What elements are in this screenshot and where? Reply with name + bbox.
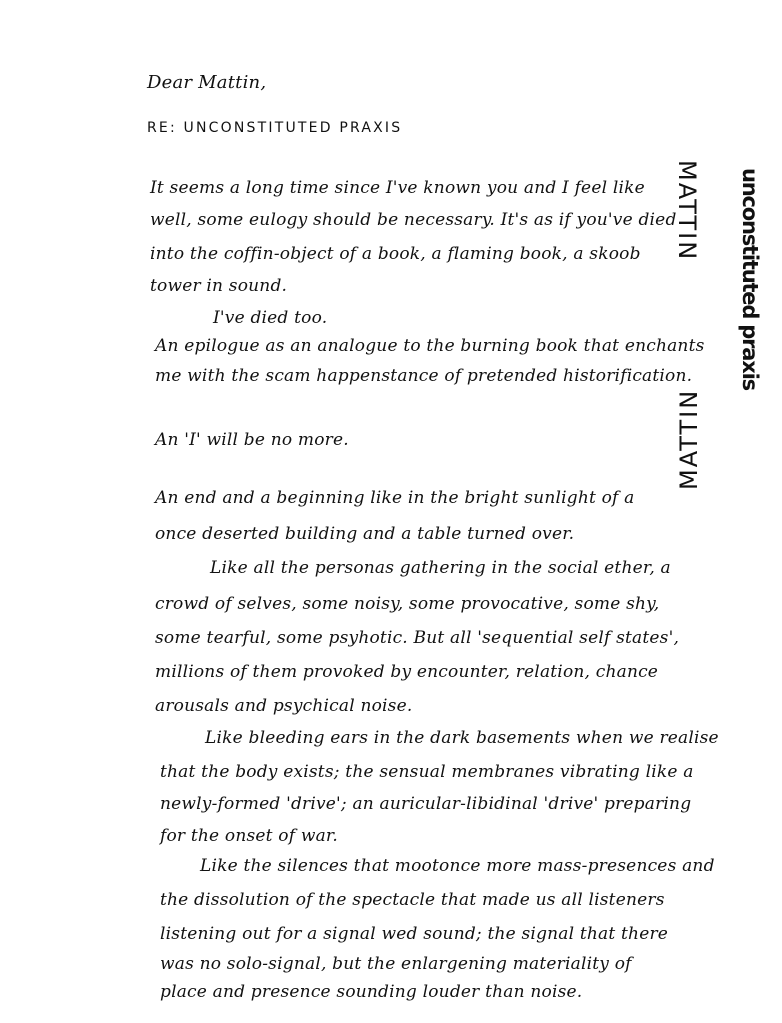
letter-line: was no solo-signal, but the enlargening materiality of [160,954,632,974]
letter-line: millions of them provoked by encounter, relation, chance [155,662,659,682]
letter-line: some tearful, some psyhotic. But all 'sequential self states', [155,628,680,648]
letter-line: I've died too. [213,308,328,328]
letter-line: the dissolution of the spectacle that made us all listeners [160,890,665,910]
letter-line: for the onset of war. [160,826,338,846]
letter-line: tower in sound. [150,276,288,296]
letter-line: me with the scam happenstance of pretended historification. [155,366,693,386]
letter-line: Like the silences that mootonce more mass-presences and [200,856,715,876]
letter-line: listening out for a signal wed sound; the signal that there [160,924,669,944]
letter-line: An end and a beginning like in the bright sunlight of a [155,488,635,508]
letter-line: that the body exists; the sensual membranes vibrating like a [160,762,694,782]
letter-line: arousals and psychical noise. [155,696,413,716]
book-title-vertical: unconstituted praxis [738,168,762,390]
letter-line: place and presence sounding louder than noise. [160,982,583,1002]
letter-line: well, some eulogy should be necessary. It's as if you've died [150,210,677,230]
letter-line: newly-formed 'drive'; an auricular-libidinal 'drive' preparing [160,794,692,814]
letter-subject: RE: UNCONSTITUTED PRAXIS [147,120,403,136]
letter-line: into the coffin-object of a book, a flaming book, a skoob [150,244,641,264]
letter-line: crowd of selves, some noisy, some provocative, some shy, [155,594,660,614]
letter-line: An epilogue as an analogue to the burning book that enchants [155,336,705,356]
letter-greeting: Dear Mattin, [147,72,267,93]
letter-line: It seems a long time since I've known you and I feel like [150,178,645,198]
letter-line: An 'I' will be no more. [155,430,349,450]
letter-line: Like bleeding ears in the dark basements when we realise [205,728,719,748]
letter-line: once deserted building and a table turned over. [155,524,575,544]
letter-line: Like all the personas gathering in the social ether, a [210,558,671,578]
author-name-vertical: MATTIN [675,388,703,490]
author-name-mirrored: MATTIN [673,160,701,262]
